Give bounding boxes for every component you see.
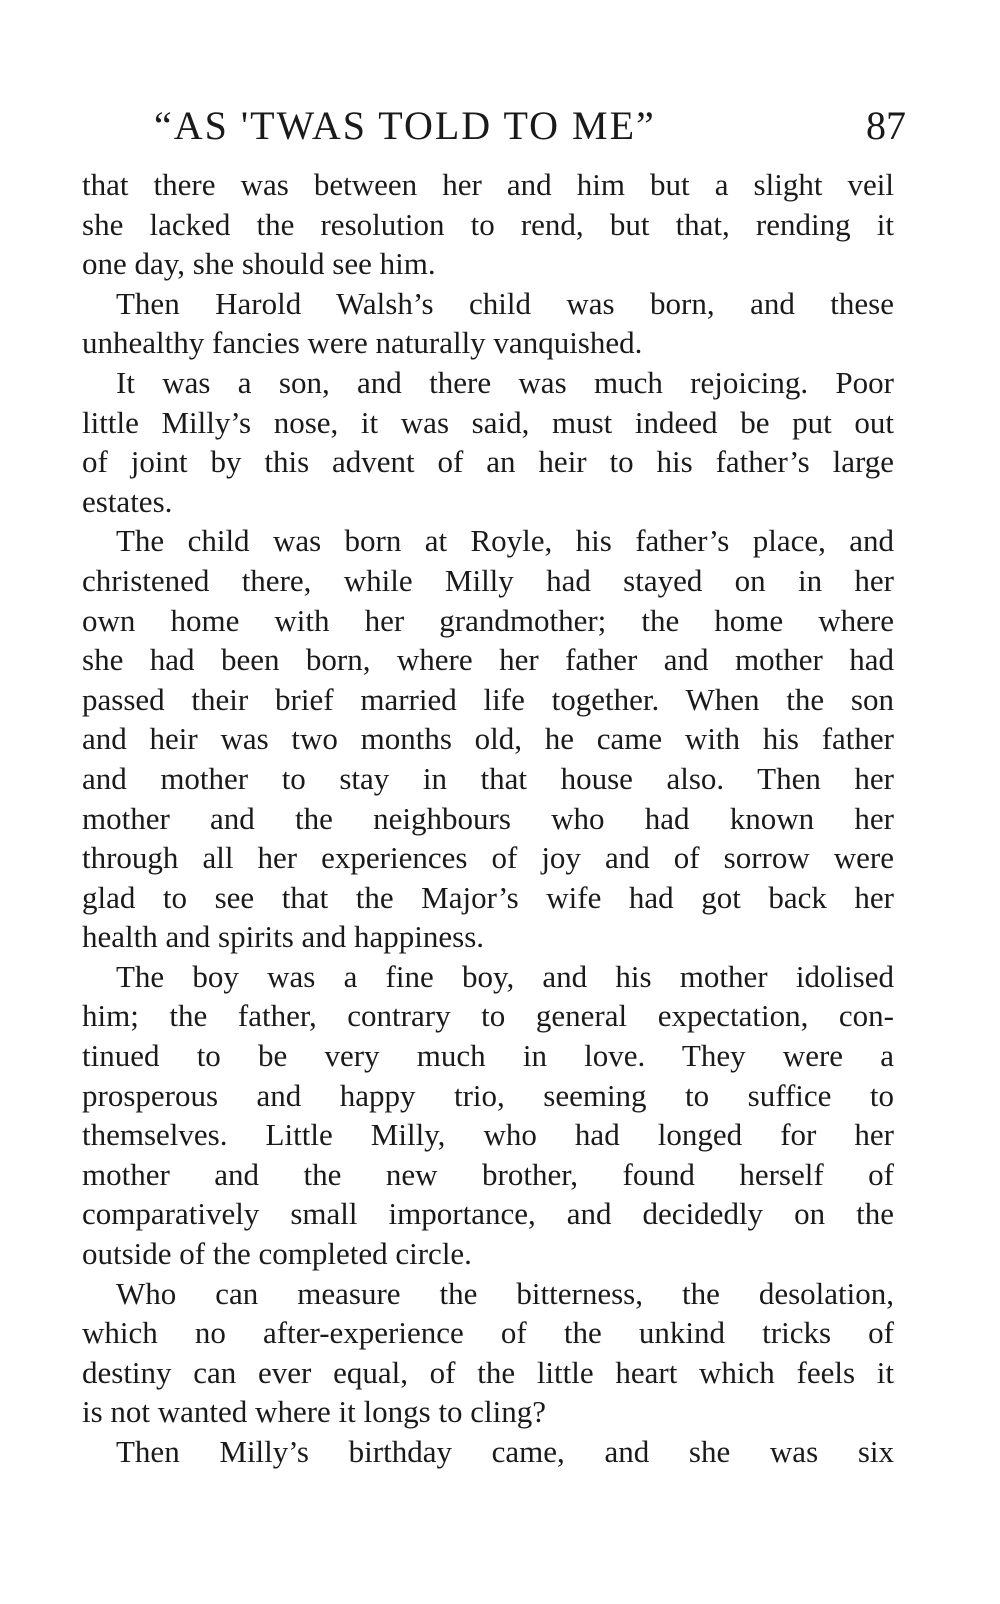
text-line: Then Harold Walsh’s child was born, and these	[116, 285, 894, 321]
page-header	[82, 98, 906, 154]
text-line: The child was born at Royle, his father’s place, and	[116, 523, 894, 559]
text-line: tinued to be very much in love. They were a	[82, 1038, 894, 1074]
text-line: him; the father, contrary to general expectation, con-	[82, 998, 894, 1034]
text-line: of joint by this advent of an heir to his father’s large	[82, 444, 894, 480]
text-line: little Milly’s nose, it was said, must indeed be put out	[82, 404, 894, 440]
running-title: “AS 'TWAS TOLD TO ME”	[154, 103, 656, 148]
text-line: prosperous and happy trio, seeming to suffice to	[82, 1077, 894, 1113]
text-line: outside of the completed circle.	[82, 1236, 472, 1272]
text-line: one day, she should see him.	[82, 246, 436, 282]
text-line: passed their brief married life together. When the son	[82, 681, 894, 717]
text-line: themselves. Little Milly, who had longed for her	[82, 1117, 894, 1153]
text-line: The boy was a fine boy, and his mother idolised	[116, 958, 894, 994]
text-line: is not wanted where it longs to cling?	[82, 1394, 547, 1430]
text-line: estates.	[82, 483, 173, 519]
text-line: she lacked the resolution to rend, but that, rending it	[82, 206, 894, 242]
text-line: mother and the new brother, found herself of	[82, 1156, 894, 1192]
text-line: and heir was two months old, he came with his father	[82, 721, 894, 757]
text-line: unhealthy fancies were naturally vanquished.	[82, 325, 643, 361]
text-line: glad to see that the Major’s wife had got back her	[82, 879, 894, 915]
text-line: Who can measure the bitterness, the desolation,	[116, 1275, 894, 1311]
text-line: mother and the neighbours who had known her	[82, 800, 894, 836]
page-number: 87	[866, 103, 906, 148]
text-line: and mother to stay in that house also. Then her	[82, 760, 894, 796]
text-line: which no after-experience of the unkind tricks of	[82, 1315, 894, 1351]
text-line: destiny can ever equal, of the little heart which feels it	[82, 1354, 894, 1390]
text-line: Then Milly’s birthday came, and she was six	[116, 1434, 894, 1469]
text-line: that there was between her and him but a slight veil	[82, 167, 894, 202]
body-text	[82, 165, 894, 1472]
text-line: comparatively small importance, and decidedly on the	[82, 1196, 894, 1232]
text-line: It was a son, and there was much rejoicing. Poor	[116, 364, 894, 400]
text-line: christened there, while Milly had stayed on in her	[82, 562, 894, 598]
text-line: own home with her grandmother; the home where	[82, 602, 894, 638]
text-line: she had been born, where her father and mother had	[82, 642, 894, 678]
text-line: through all her experiences of joy and of sorrow were	[82, 840, 894, 876]
text-line: health and spirits and happiness.	[82, 919, 485, 955]
